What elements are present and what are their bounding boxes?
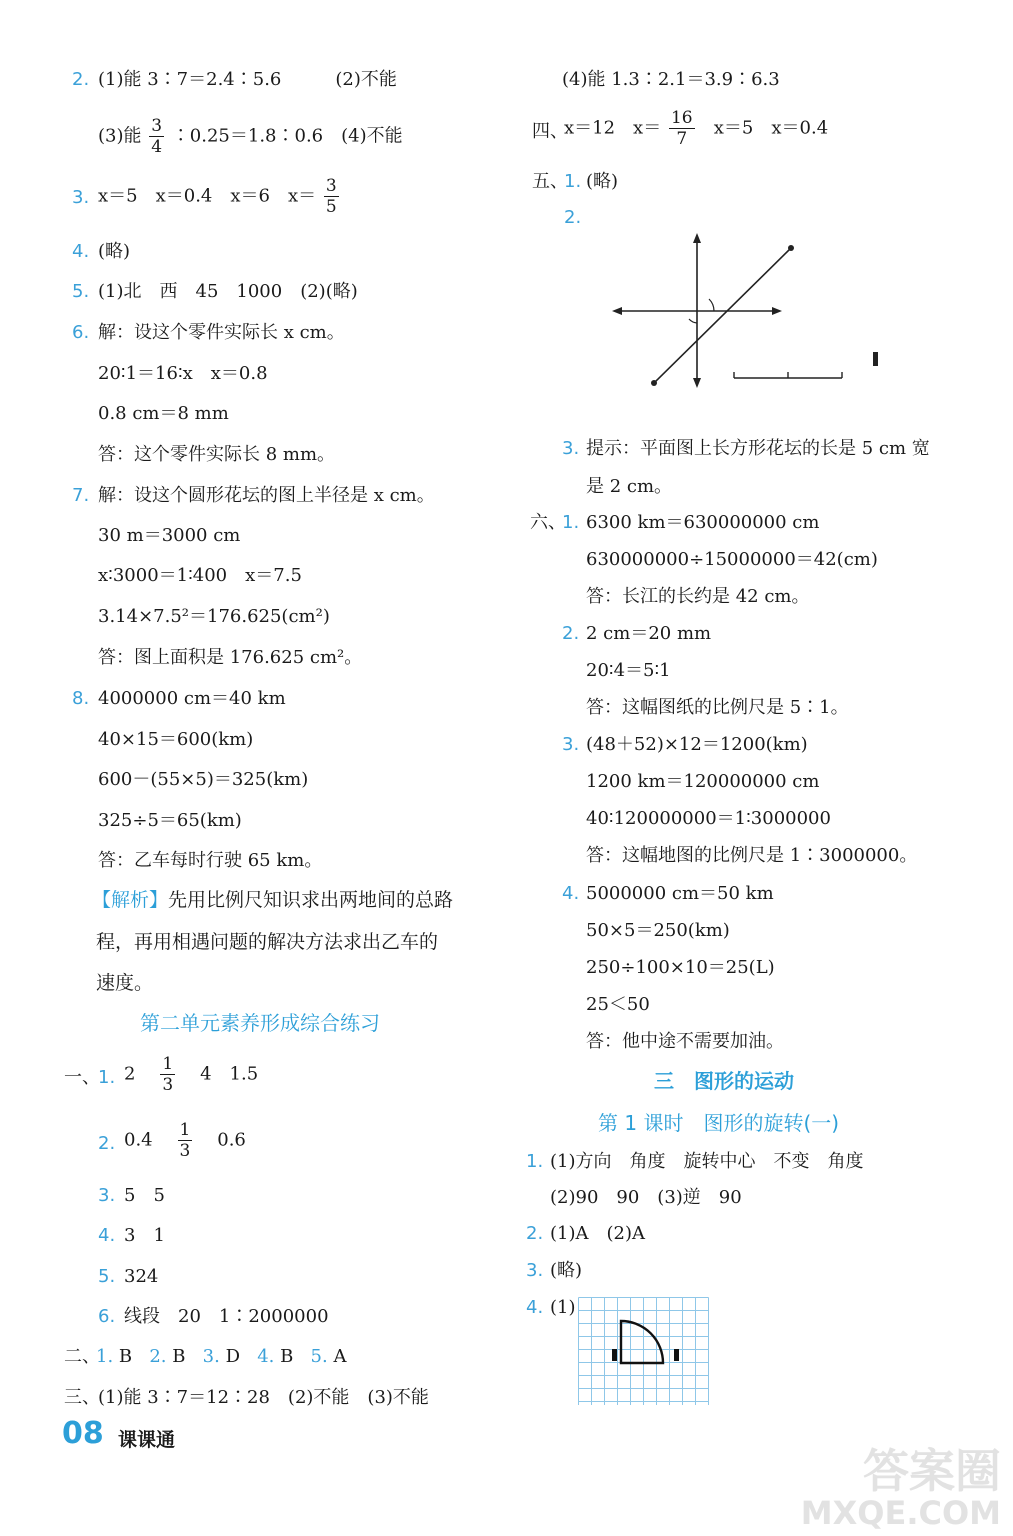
question-number: 5.: [98, 1266, 116, 1287]
answer-line: 3.14×7.5²＝176.625(cm²): [98, 606, 330, 627]
answer-line: 40×15＝600(km): [98, 729, 254, 750]
answer-line: 答：这幅图纸的比例尺是 5∶1。: [586, 697, 849, 718]
section-label: 二、: [64, 1346, 100, 1367]
question-number: 5.: [72, 281, 90, 302]
answer-line: 答：这幅地图的比例尺是 1∶3000000。: [586, 845, 918, 866]
answer-line: 答：图上面积是 176.625 cm²。: [98, 647, 363, 668]
answer-text: x＝5 x＝0.4 x＝6 x＝: [98, 185, 317, 207]
fraction: [178, 1120, 193, 1161]
fraction: [324, 176, 339, 217]
answer-line: [564, 108, 828, 149]
answer-text: x＝5 x＝0.4: [713, 117, 829, 139]
answer-line: (48＋52)×12＝1200(km): [586, 734, 808, 755]
choice: B: [172, 1346, 186, 1367]
answer-text: 4 1.5: [200, 1063, 259, 1085]
answer-line: x∶3000＝1∶400 x＝7.5: [98, 565, 302, 586]
denominator: 3: [162, 1075, 174, 1095]
watermark-line: MXQE.COM: [800, 1494, 1001, 1532]
arrowhead: [693, 378, 701, 388]
question-number: 4.: [526, 1297, 544, 1318]
answer-line: 答：这个零件实际长 8 mm。: [98, 444, 336, 465]
question-number: 2.: [562, 623, 580, 644]
answer-line: 20∶1＝16∶x x＝0.8: [98, 363, 268, 384]
answer-line: 解：设这个零件实际长 x cm。: [98, 322, 345, 343]
answer-line: (1): [550, 1297, 576, 1318]
analysis-line: 速度。: [96, 972, 154, 994]
question-number: 4.: [72, 241, 90, 262]
answer-line: [98, 176, 341, 217]
answer-line: 1200 km＝120000000 cm: [586, 771, 820, 792]
answer-line: (1)能 3∶7＝12∶28 (2)不能 (3)不能: [98, 1387, 429, 1408]
answer-line: 20∶4＝5∶1: [586, 660, 671, 681]
analysis-text: 先用比例尺知识求出两地间的总路: [168, 889, 454, 911]
question-number: 5.: [310, 1346, 328, 1367]
denominator: 5: [325, 197, 337, 217]
book-brand: 课课通: [118, 1429, 176, 1451]
lesson-title: 第 1 课时 图形的旋转(一): [598, 1111, 840, 1135]
angle-diagram: [610, 228, 890, 394]
section-label: 五、: [532, 171, 568, 192]
marker: [612, 1349, 617, 1361]
numerator: 3: [151, 116, 163, 136]
answer-line: (略): [98, 241, 131, 262]
answer-line: 线段 20 1∶2000000: [124, 1306, 329, 1327]
answer-line: 3 1: [124, 1225, 165, 1246]
watermark-line: 答案圈: [863, 1444, 1001, 1498]
section-title: 第二单元素养形成综合练习: [140, 1011, 380, 1035]
choice: B: [118, 1346, 133, 1367]
question-number: 1.: [562, 512, 580, 533]
answer-line: 0.8 cm＝8 mm: [98, 403, 229, 424]
arrowhead: [612, 307, 622, 315]
answer-line: 解：设这个圆形花坛的图上半径是 x cm。: [98, 485, 435, 506]
question-number: 6.: [72, 322, 90, 343]
answer-line: 答：长江的长约是 42 cm。: [586, 586, 810, 607]
question-number: 8.: [72, 688, 90, 709]
endpoint: [651, 380, 657, 386]
answer-line: 6300 km＝630000000 cm: [586, 512, 820, 533]
page-number: 08: [62, 1416, 104, 1451]
answer-line: [124, 1120, 246, 1161]
numerator: 1: [179, 1120, 191, 1140]
answer-line: 630000000÷15000000＝42(cm): [586, 549, 878, 570]
numerator: 16: [670, 108, 693, 128]
angle-arc: [709, 299, 714, 311]
answer-line: (略): [586, 171, 619, 192]
question-number: 7.: [72, 485, 90, 506]
answer-line: (1)北 西 45 1000 (2)(略): [98, 281, 358, 302]
question-number: 3.: [98, 1185, 116, 1206]
answer-text: (3)能: [98, 125, 142, 147]
answer-text: 2: [124, 1063, 136, 1085]
denominator: 4: [151, 137, 163, 157]
endpoint: [788, 245, 794, 251]
answer-line: (1)能 3∶7＝2.4∶5.6 (2)不能: [98, 69, 397, 90]
answer-line: 25＜50: [586, 994, 650, 1015]
answer-line: 30 m＝3000 cm: [98, 525, 241, 546]
angle-arc: [689, 319, 697, 323]
question-number: 3.: [526, 1260, 544, 1281]
answer-text: 0.6: [217, 1129, 246, 1151]
question-number: 1.: [96, 1346, 114, 1367]
denominator: 7: [676, 129, 688, 149]
choice: B: [280, 1346, 294, 1367]
question-number: 4.: [257, 1346, 275, 1367]
answer-text: 0.4: [124, 1129, 153, 1151]
rotation-grid-figure: [578, 1297, 712, 1407]
unit-title: 三 图形的运动: [654, 1069, 794, 1093]
answer-line: 4000000 cm＝40 km: [98, 688, 286, 709]
answer-line: 答：他中途不需要加油。: [586, 1031, 784, 1052]
answer-line: 是 2 cm。: [586, 476, 673, 497]
question-number: 2.: [72, 69, 90, 90]
analysis-line: [92, 888, 453, 912]
question-number: 4.: [562, 883, 580, 904]
answer-line: (2)90 90 (3)逆 90: [550, 1187, 742, 1208]
answer-line: 250÷100×10＝25(L): [586, 957, 775, 978]
answer-line: (1)A (2)A: [550, 1223, 645, 1244]
choice: A: [333, 1346, 347, 1367]
answer-line: [124, 1054, 258, 1095]
question-number: 2.: [98, 1133, 116, 1154]
section-label: 六、: [530, 512, 566, 533]
answer-line: [98, 116, 403, 157]
question-number: 2.: [564, 207, 582, 228]
numerator: 1: [162, 1054, 174, 1074]
denominator: 3: [179, 1141, 191, 1161]
answer-line: 提示：平面图上长方形花坛的长是 5 cm 宽: [586, 438, 930, 459]
answer-line: 答：乙车每时行驶 65 km。: [98, 850, 323, 871]
answer-text: ∶0.25＝1.8∶0.6 (4)不能: [171, 125, 403, 147]
marker: [674, 1349, 679, 1361]
answer-line: 40∶120000000＝1∶3000000: [586, 808, 831, 829]
answer-line: 325÷5＝65(km): [98, 810, 242, 831]
answer-line: 50×5＝250(km): [586, 920, 730, 941]
choice: D: [225, 1346, 241, 1367]
question-number: 3.: [72, 187, 90, 208]
slanted-ray: [654, 248, 791, 383]
answer-line: (1)方向 角度 旋转中心 不变 角度: [550, 1151, 864, 1172]
question-number: 1.: [564, 171, 582, 192]
numerator: 3: [325, 176, 337, 196]
arrowhead: [772, 307, 782, 315]
marker: [873, 352, 878, 366]
question-number: 3.: [562, 734, 580, 755]
question-number: 1.: [98, 1067, 116, 1088]
watermark: [801, 1446, 1001, 1530]
fraction: [149, 116, 164, 157]
answer-line: 5 5: [124, 1185, 165, 1206]
question-number: 3.: [202, 1346, 220, 1367]
answer-line: 324: [124, 1266, 159, 1287]
section-label: 一、: [64, 1067, 100, 1088]
question-number: 1.: [526, 1151, 544, 1172]
section-label: 三、: [64, 1387, 100, 1408]
answer-text: x＝12 x＝: [564, 117, 662, 139]
grid: [579, 1298, 709, 1406]
section-label: 四、: [532, 121, 568, 142]
mc-answers: [96, 1345, 346, 1369]
answer-line: 5000000 cm＝50 km: [586, 883, 774, 904]
fraction: [160, 1054, 175, 1095]
question-number: 4.: [98, 1225, 116, 1246]
question-number: 2.: [526, 1223, 544, 1244]
answer-line: 600－(55×5)＝325(km): [98, 769, 309, 790]
question-number: 2.: [149, 1346, 167, 1367]
analysis-line: 程，再用相遇问题的解决方法求出乙车的: [96, 931, 439, 953]
question-number: 6.: [98, 1306, 116, 1327]
analysis-tag: 【解析】: [92, 889, 169, 911]
answer-line: (4)能 1.3∶2.1＝3.9∶6.3: [562, 69, 780, 90]
arrowhead: [693, 233, 701, 243]
answer-line: 2 cm＝20 mm: [586, 623, 712, 644]
fraction: [669, 108, 695, 149]
answer-line: (略): [550, 1260, 583, 1281]
question-number: 3.: [562, 438, 580, 459]
